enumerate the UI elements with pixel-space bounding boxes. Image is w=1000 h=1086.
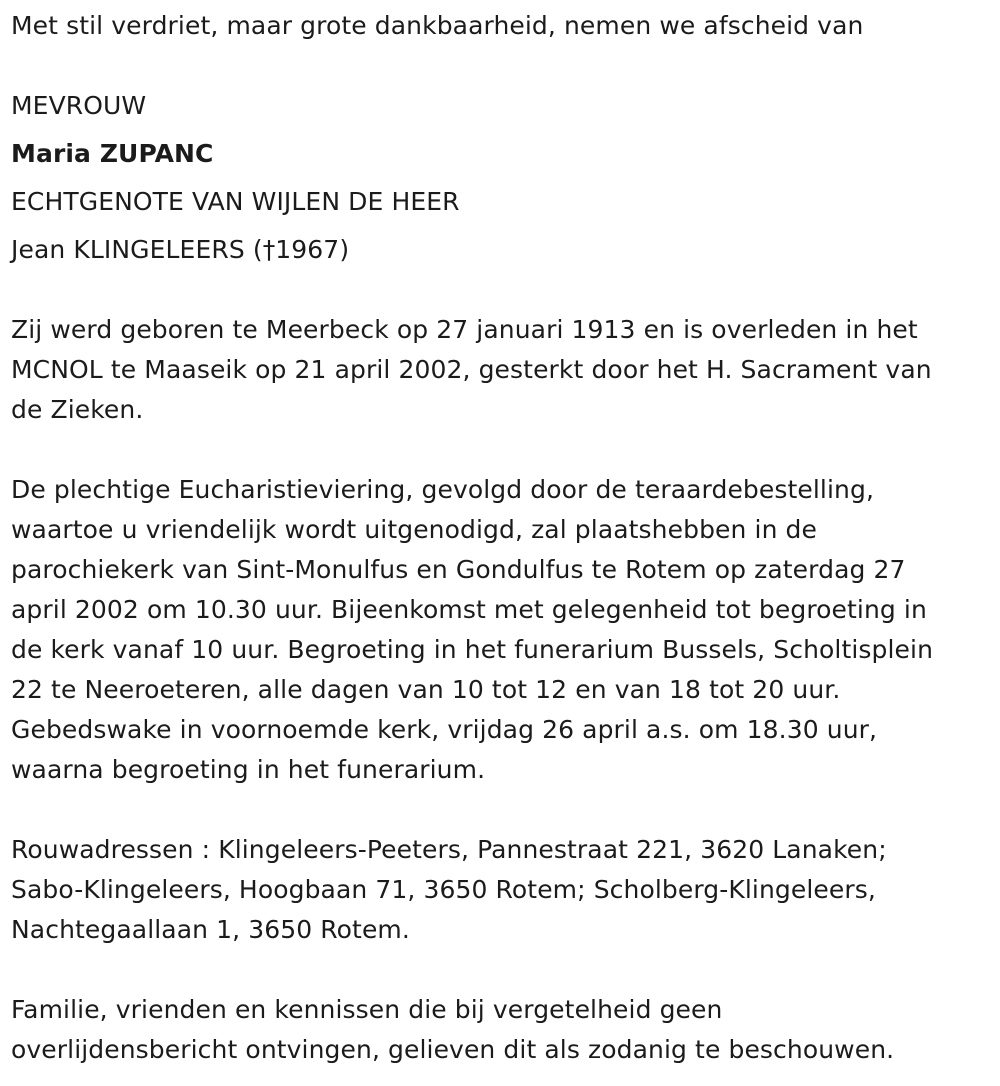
ceremony-line: Gebedswake in voornoemde kerk, vrijdag 26 april a.s. om 18.30 uur,	[11, 715, 878, 744]
address-line: Nachtegaallaan 1, 3650 Rotem.	[11, 915, 410, 944]
birth-death-line: MCNOL te Maaseik op 21 april 2002, gesterkt door het H. Sacrament van	[11, 355, 932, 384]
ceremony-line: parochiekerk van Sint-Monulfus en Gondulfus te Rotem op zaterdag 27	[11, 555, 906, 584]
closing-line: Familie, vrienden en kennissen die bij vergetelheid geen	[11, 995, 723, 1024]
spouse-name: Jean KLINGELEERS (†1967)	[11, 235, 350, 264]
ceremony-line: waarna begroeting in het funerarium.	[11, 755, 486, 784]
ceremony-line: de kerk vanaf 10 uur. Begroeting in het funerarium Bussels, Scholtisplein	[11, 635, 934, 664]
relation-text: ECHTGENOTE VAN WIJLEN DE HEER	[11, 187, 460, 216]
birth-death-line: de Zieken.	[11, 395, 144, 424]
address-line: Sabo-Klingeleers, Hoogbaan 71, 3650 Rotem; Scholberg-Klingeleers,	[11, 875, 876, 904]
birth-death-line: Zij werd geboren te Meerbeck op 27 januari 1913 en is overleden in het	[11, 315, 918, 344]
ceremony-line: De plechtige Eucharistieviering, gevolgd door de teraardebestelling,	[11, 475, 874, 504]
title-text: MEVROUW	[11, 91, 147, 120]
intro-text: Met stil verdriet, maar grote dankbaarheid, nemen we afscheid van	[11, 11, 864, 40]
ceremony-line: april 2002 om 10.30 uur. Bijeenkomst met gelegenheid tot begroeting in	[11, 595, 927, 624]
deceased-name: Maria ZUPANC	[11, 139, 214, 168]
ceremony-line: waartoe u vriendelijk wordt uitgenodigd, zal plaatshebben in de	[11, 515, 818, 544]
closing-line: overlijdensbericht ontvingen, gelieven dit als zodanig te beschouwen.	[11, 1035, 895, 1064]
ceremony-line: 22 te Neeroeteren, alle dagen van 10 tot 12 en van 18 tot 20 uur.	[11, 675, 841, 704]
address-line: Rouwadressen : Klingeleers-Peeters, Pannestraat 221, 3620 Lanaken;	[11, 835, 887, 864]
